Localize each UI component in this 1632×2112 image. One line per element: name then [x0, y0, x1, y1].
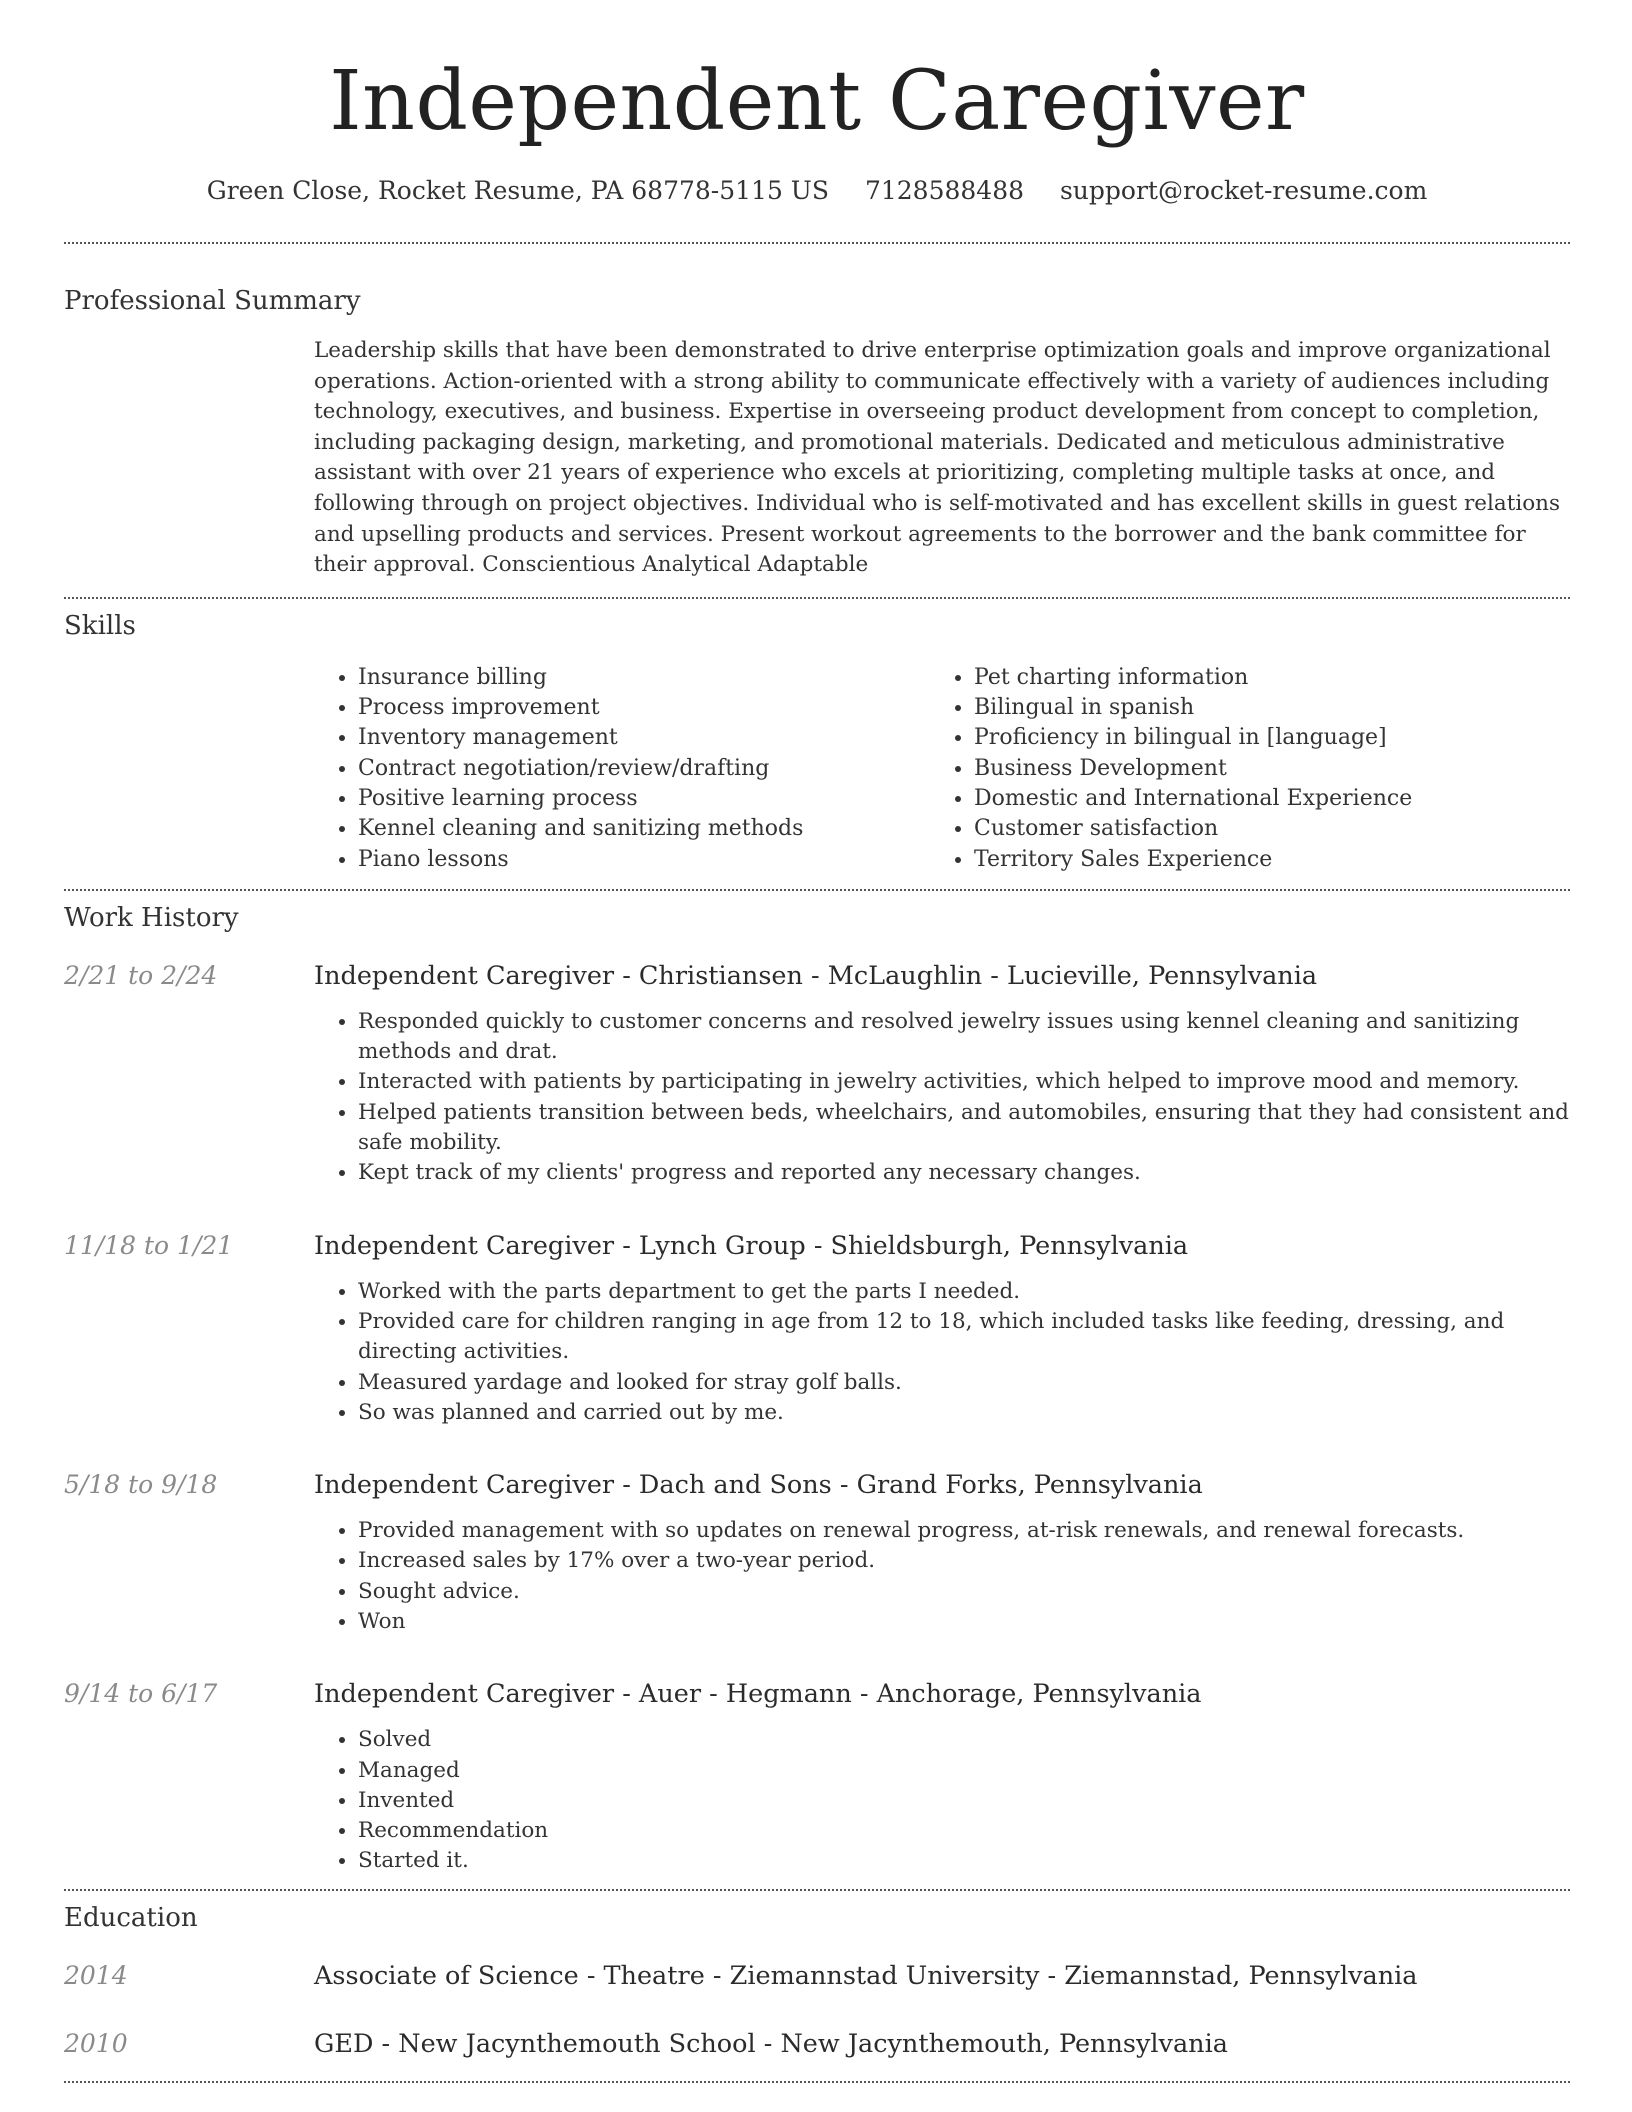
- skill-item: • Territory Sales Experience: [974, 845, 1546, 875]
- job-bullets: [314, 1516, 1570, 1637]
- skill-item: • Insurance billing: [358, 663, 930, 693]
- divider: [64, 1889, 1570, 1891]
- skill-item: • Pet charting information: [974, 663, 1546, 693]
- job-dates: 11/18 to 1/21: [64, 1230, 234, 1260]
- job-bullet: • Managed: [358, 1756, 1570, 1786]
- education-section: [64, 1901, 1570, 2061]
- job-dates: 5/18 to 9/18: [64, 1470, 218, 1500]
- education-degree: Associate of Science - Theatre - Ziemannstad University - Ziemannstad, Pennsylvania: [314, 1960, 1418, 1991]
- skill-item: • Piano lessons: [358, 845, 930, 875]
- job-bullet: • Invented: [358, 1786, 1570, 1816]
- job-bullet: • Won: [358, 1607, 1570, 1637]
- education-entry: [64, 2027, 1570, 2061]
- job-title: Independent Caregiver - Lynch Group - Shieldsburgh, Pennsylvania: [314, 1230, 1189, 1261]
- job-bullets: [314, 1725, 1570, 1876]
- job-bullet: • Provided care for children ranging in age from 12 to 18, which included tasks like feeding, dressing, and directing activities.: [358, 1307, 1570, 1368]
- job-bullets: [314, 1277, 1570, 1428]
- education-year: 2010: [64, 2028, 128, 2058]
- job-bullet: • Increased sales by 17% over a two-year period.: [358, 1546, 1570, 1576]
- job-bullet: • Recommendation: [358, 1816, 1570, 1846]
- summary-text: Leadership skills that have been demonstrated to drive enterprise optimization goals and improve organizational operations. Action-oriented with a strong ability to communicate effectively with a variety of audiences including technology, executives, and business. Expertise in overseeing product development from concept to completion, including packaging design, marketing, and promotional materials. Dedicated and meticulous administrative assistant with over 21 years of experience who excels at prioritizing, completing multiple tasks at once, and following through on project objectives. Individual who is self-motivated and has excellent skills in guest relations and upselling products and services. Present workout agreements to the borrower and the bank committee for their approval. Conscientious Analytical Adaptable: [314, 338, 1561, 578]
- resume-page: [64, 0, 1570, 2083]
- job-title: Independent Caregiver - Auer - Hegmann - Anchorage, Pennsylvania: [314, 1679, 1202, 1710]
- skill-item: • Business Development: [974, 754, 1546, 784]
- work-history-heading: Work History: [64, 902, 239, 933]
- candidate-name: Independent Caregiver: [329, 54, 1305, 149]
- job-bullet: • Sought advice.: [358, 1577, 1570, 1607]
- job-title: Independent Caregiver - Christiansen - McLaughlin - Lucieville, Pennsylvania: [314, 960, 1318, 991]
- job-title: Independent Caregiver - Dach and Sons - Grand Forks, Pennsylvania: [314, 1470, 1203, 1501]
- job-bullet: • So was planned and carried out by me.: [358, 1398, 1570, 1428]
- summary-section: [64, 284, 1570, 581]
- skill-item: • Contract negotiation/review/drafting: [358, 754, 930, 784]
- skill-item: • Customer satisfaction: [974, 814, 1546, 844]
- education-year: 2014: [64, 1960, 128, 1990]
- job-entry: [64, 959, 1570, 1189]
- job-bullet: • Worked with the parts department to get the parts I needed.: [358, 1277, 1570, 1307]
- job-bullet: • Started it.: [358, 1846, 1570, 1876]
- contact-address: Green Close, Rocket Resume, PA 68778-5115 US: [206, 176, 829, 205]
- job-bullet: • Helped patients transition between beds, wheelchairs, and automobiles, ensuring that they had consistent and safe mobility.: [358, 1098, 1570, 1159]
- divider: [64, 2081, 1570, 2083]
- summary-heading: Professional Summary: [64, 286, 361, 316]
- skills-column-right: [930, 663, 1546, 875]
- divider: [64, 889, 1570, 891]
- divider: [64, 597, 1570, 599]
- job-bullet: • Solved: [358, 1725, 1570, 1755]
- job-bullet: • Kept track of my clients' progress and reported any necessary changes.: [358, 1158, 1570, 1188]
- education-entry: [64, 1959, 1570, 1993]
- contact-line: [64, 174, 1570, 208]
- education-degree: GED - New Jacynthemouth School - New Jacynthemouth, Pennsylvania: [314, 2028, 1228, 2059]
- job-bullet: • Responded quickly to customer concerns and resolved jewelry issues using kennel cleaning and sanitizing methods and drat.: [358, 1007, 1570, 1068]
- work-history-section: [64, 901, 1570, 1877]
- skill-item: • Process improvement: [358, 693, 930, 723]
- divider: [64, 242, 1570, 244]
- skill-item: • Bilingual in spanish: [974, 693, 1546, 723]
- contact-email: support@rocket-resume.com: [1059, 176, 1428, 205]
- contact-phone: 7128588488: [864, 176, 1025, 205]
- job-bullet: • Provided management with so updates on renewal progress, at-risk renewals, and renewal forecasts.: [358, 1516, 1570, 1546]
- skills-list: [314, 663, 1570, 875]
- job-bullet: • Measured yardage and looked for stray golf balls.: [358, 1368, 1570, 1398]
- job-dates: 2/21 to 2/24: [64, 960, 218, 990]
- job-bullets: [314, 1007, 1570, 1189]
- skill-item: • Kennel cleaning and sanitizing methods: [358, 814, 930, 844]
- skill-item: • Domestic and International Experience: [974, 784, 1546, 814]
- job-dates: 9/14 to 6/17: [64, 1679, 218, 1709]
- skills-column-left: [314, 663, 930, 875]
- skills-section: [64, 609, 1570, 875]
- skills-heading: Skills: [64, 610, 136, 641]
- education-heading: Education: [64, 1902, 198, 1933]
- job-entry: [64, 1229, 1570, 1428]
- skill-item: • Inventory management: [358, 723, 930, 753]
- job-entry: [64, 1677, 1570, 1876]
- skill-item: • Proficiency in bilingual in [language]: [974, 723, 1546, 753]
- job-entry: [64, 1468, 1570, 1637]
- skill-item: • Positive learning process: [358, 784, 930, 814]
- job-bullet: • Interacted with patients by participating in jewelry activities, which helped to improve mood and memory.: [358, 1067, 1570, 1097]
